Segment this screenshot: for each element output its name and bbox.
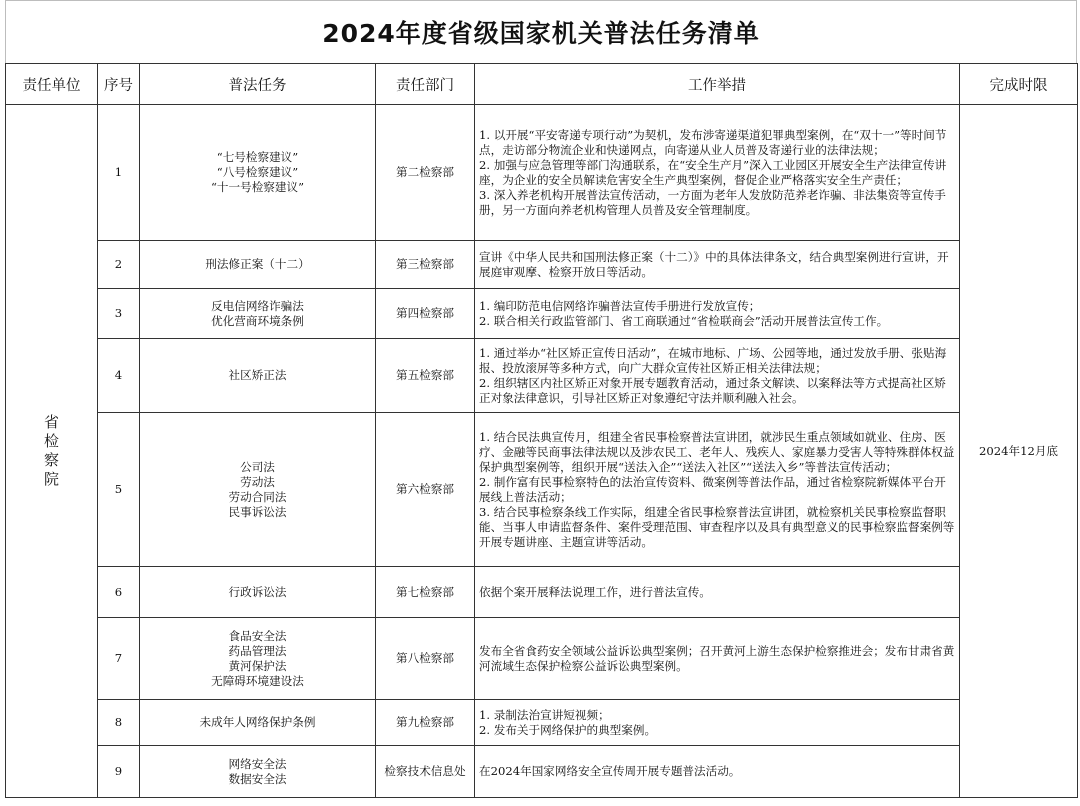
task-item: 反电信网络诈骗法 <box>211 298 304 313</box>
measure-item: 1. 以开展“平安寄递专项行动”为契机，发布涉寄递渠道犯罪典型案例，在“双十一”等时间节点，走访部分物流企业和快递网点，向寄递从业人员普及寄递行业的法律法规； <box>479 127 947 157</box>
department-cell: 第二检察部 <box>376 105 475 241</box>
row-number: 6 <box>98 567 140 618</box>
table-row <box>6 746 1078 798</box>
measure-item: 2. 联合相关行政监管部门、省工商联通过“省检联商会”活动开展普法宣传工作。 <box>479 313 889 328</box>
measures-cell <box>475 567 960 618</box>
header-task: 普法任务 <box>140 64 376 105</box>
page-title: 2024年度省级国家机关普法任务清单 <box>322 19 760 48</box>
responsible-unit: 省检察院 <box>44 413 60 488</box>
measure-item: 1. 通过举办“社区矫正宣传日活动”，在城市地标、广场、公园等地，通过发放手册、张贴海报、投放滚屏等多种方式，向广大群众宣传社区矫正相关法律法规； <box>479 345 947 375</box>
task-cell <box>140 567 376 618</box>
responsible-unit-cell <box>6 105 98 798</box>
task-item: 网络安全法 <box>228 756 287 771</box>
measures-cell <box>475 700 960 746</box>
header-deadline: 完成时限 <box>960 64 1078 105</box>
task-item: 民事诉讼法 <box>228 504 287 519</box>
header-unit: 责任单位 <box>6 64 98 105</box>
task-item: 公司法 <box>240 459 275 474</box>
department-cell: 第四检察部 <box>376 289 475 339</box>
table-row <box>6 105 1078 241</box>
task-item: 黄河保护法 <box>228 658 287 673</box>
department-cell: 第三检察部 <box>376 241 475 289</box>
measures-cell <box>475 339 960 413</box>
measures-cell <box>475 289 960 339</box>
table-row <box>6 618 1078 700</box>
measure-item: 宣讲《中华人民共和国刑法修正案（十二）》中的具体法律条文，结合典型案例进行宣讲，开展庭审观摩、检察开放日等活动。 <box>479 249 949 279</box>
measure-item: 2. 制作富有民事检察特色的法治宣传资料、微案例等普法作品，通过省检察院新媒体平台开展线上普法活动； <box>479 474 946 504</box>
task-item: 劳动法 <box>240 474 275 489</box>
task-cell <box>140 289 376 339</box>
task-item: 食品安全法 <box>228 628 287 643</box>
task-item: 优化营商环境条例 <box>211 313 304 328</box>
task-item: “七号检察建议” <box>216 150 299 164</box>
task-cell <box>140 241 376 289</box>
row-number: 2 <box>98 241 140 289</box>
task-item: 行政诉讼法 <box>228 584 287 599</box>
row-number: 7 <box>98 618 140 700</box>
row-number: 1 <box>98 105 140 241</box>
table-row <box>6 413 1078 567</box>
task-table <box>5 63 1078 798</box>
department-cell: 第九检察部 <box>376 700 475 746</box>
title-row <box>5 0 1077 63</box>
task-cell <box>140 413 376 567</box>
task-cell <box>140 618 376 700</box>
department-cell: 第八检察部 <box>376 618 475 700</box>
measure-item: 2. 发布关于网络保护的典型案例。 <box>479 722 657 737</box>
task-item: 数据安全法 <box>228 771 287 786</box>
measures-cell <box>475 241 960 289</box>
task-cell <box>140 746 376 798</box>
task-item: 未成年人网络保护条例 <box>199 715 316 729</box>
table-row <box>6 289 1078 339</box>
task-cell <box>140 700 376 746</box>
table-row <box>6 700 1078 746</box>
measure-item: 2. 组织辖区内社区矫正对象开展专题教育活动，通过条文解读、以案释法等方式提高社区矫正对象法律意识，引导社区矫正对象遵纪守法并顺利融入社会。 <box>479 375 946 405</box>
table-row <box>6 339 1078 413</box>
measures-cell <box>475 618 960 700</box>
measure-item: 1. 结合民法典宣传月，组建全省民事检察普法宣讲团，就涉民生重点领域如就业、住房、医疗、金融等民商事法律法规以及涉农民工、老年人、残疾人、家庭暴力受害人等特殊群体权益保护典型案例等，组织开展“送法入企”“送法入社区”“送法入乡”等普法宣传活动； <box>479 429 955 474</box>
measure-item: 在2024年国家网络安全宣传周开展专题普法活动。 <box>479 764 741 778</box>
measure-item: 2. 加强与应急管理等部门沟通联系，在“安全生产月”深入工业园区开展安全生产法律宣传讲座，为企业的安全员解读危害安全生产典型案例，督促企业严格落实安全生产责任； <box>479 157 947 187</box>
header-row <box>6 64 1078 105</box>
row-number: 9 <box>98 746 140 798</box>
task-cell <box>140 339 376 413</box>
department-cell: 第五检察部 <box>376 339 475 413</box>
measure-item: 3. 深入养老机构开展普法宣传活动，一方面为老年人发放防范养老诈骗、非法集资等宣传手册，另一方面向养老机构管理人员普及安全管理制度。 <box>479 187 946 217</box>
measure-item: 1. 编印防范电信网络诈骗普法宣传手册进行发放宣传； <box>479 298 761 313</box>
measures-cell <box>475 746 960 798</box>
department-cell: 检察技术信息处 <box>376 746 475 798</box>
header-no: 序号 <box>98 64 140 105</box>
header-dept: 责任部门 <box>376 64 475 105</box>
task-item: “十一号检察建议” <box>210 180 304 194</box>
task-item: 无障碍环境建设法 <box>211 673 304 688</box>
task-item: 药品管理法 <box>228 643 287 658</box>
department-cell: 第六检察部 <box>376 413 475 567</box>
task-item: 劳动合同法 <box>228 489 287 504</box>
measure-item: 1. 录制法治宣讲短视频； <box>479 707 610 722</box>
task-cell <box>140 105 376 241</box>
table-row <box>6 567 1078 618</box>
header-measures: 工作举措 <box>475 64 960 105</box>
measures-cell <box>475 105 960 241</box>
row-number: 4 <box>98 339 140 413</box>
table-row <box>6 241 1078 289</box>
row-number: 8 <box>98 700 140 746</box>
measures-cell <box>475 413 960 567</box>
measure-item: 依据个案开展释法说理工作，进行普法宣传。 <box>479 584 711 599</box>
row-number: 3 <box>98 289 140 339</box>
measure-item: 3. 结合民事检察条线工作实际，组建全省民事检察普法宣讲团，就检察机关民事检察监督职能、当事人申请监督条件、案件受理范围、审查程序以及具有典型意义的民事检察监督案例等开展专题讲座、主题宣讲等活动。 <box>479 504 955 549</box>
task-item: 社区矫正法 <box>228 368 287 382</box>
deadline-cell: 2024年12月底 <box>960 105 1078 798</box>
task-item: “八号检察建议” <box>216 165 299 179</box>
department-cell: 第七检察部 <box>376 567 475 618</box>
task-list-sheet <box>5 0 1077 798</box>
measure-item: 发布全省食药安全领域公益诉讼典型案例；召开黄河上游生态保护检察推进会；发布甘肃省黄河流域生态保护检察公益诉讼典型案例。 <box>479 643 955 673</box>
task-item: 刑法修正案（十二） <box>205 257 310 271</box>
row-number: 5 <box>98 413 140 567</box>
